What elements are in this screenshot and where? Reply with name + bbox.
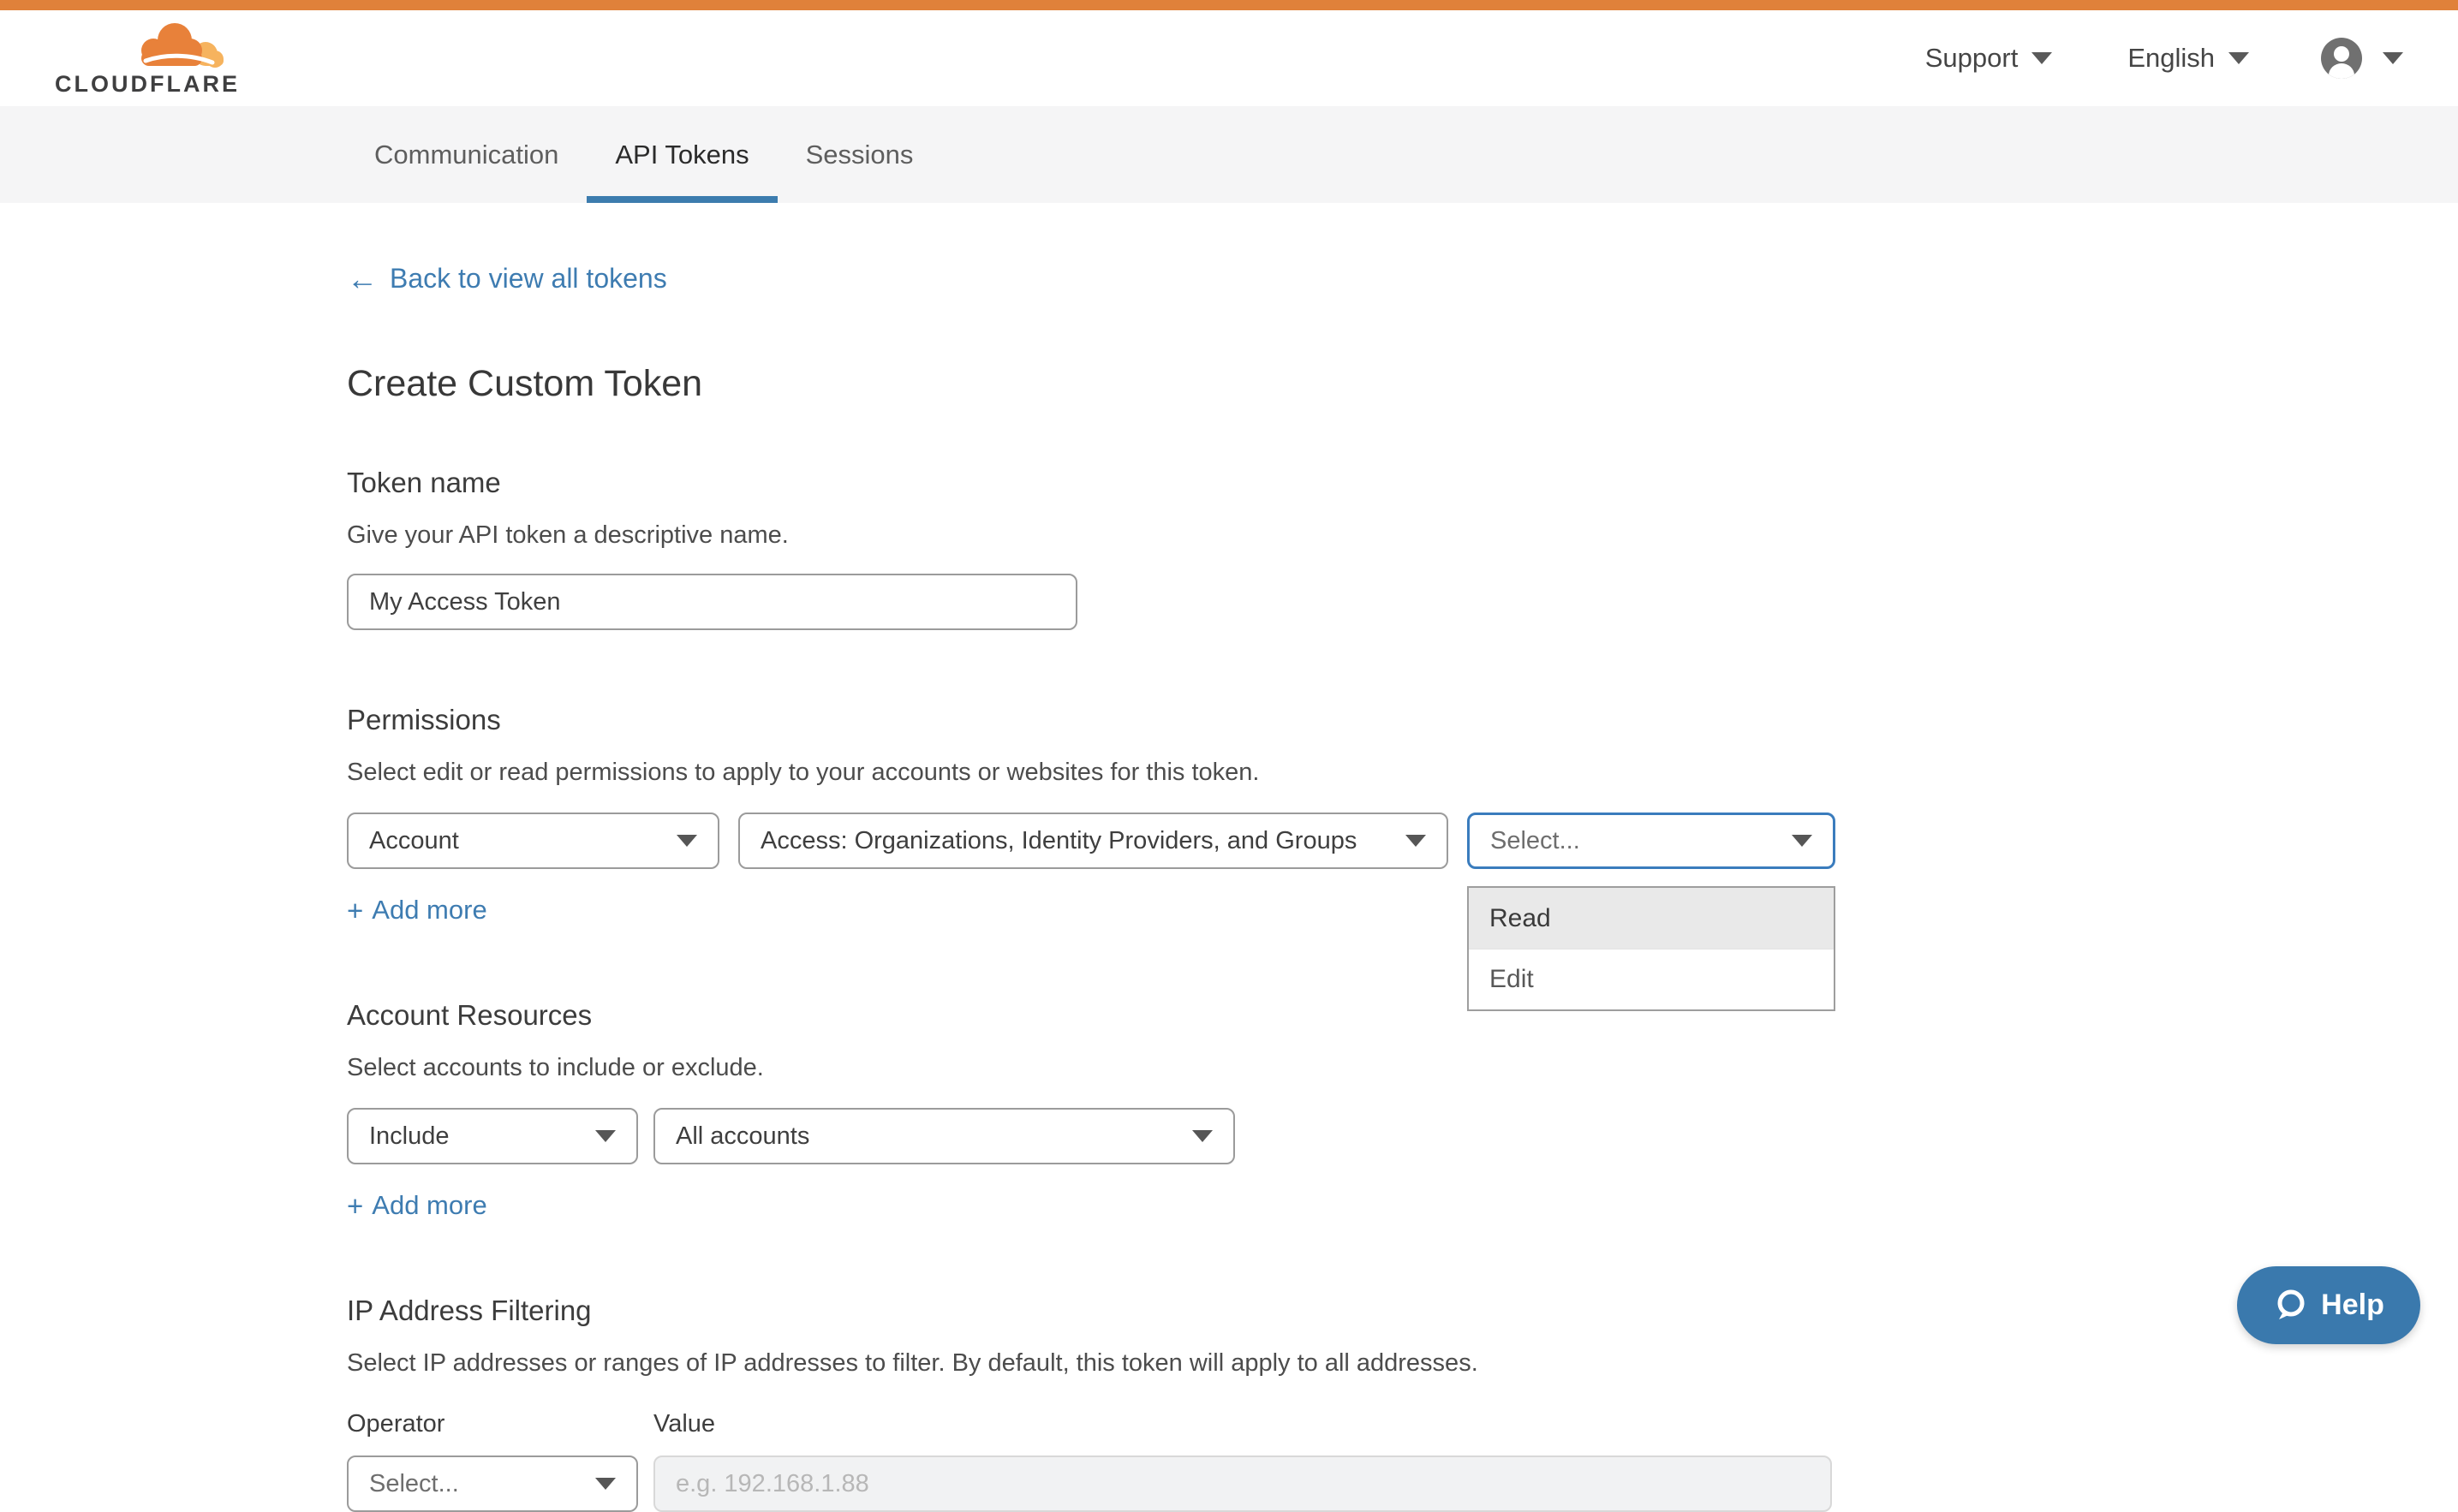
tab-communication[interactable] <box>346 106 587 203</box>
chevron-down-icon <box>2383 52 2403 64</box>
resource-scope-select[interactable] <box>653 1108 1235 1164</box>
ip-value-input[interactable] <box>653 1455 1832 1512</box>
token-name-input[interactable] <box>347 574 1077 630</box>
plus-icon: + <box>347 894 364 926</box>
chevron-down-icon <box>1192 1130 1213 1142</box>
permission-level-wrap <box>1467 813 1835 993</box>
support-menu[interactable] <box>1925 43 2053 74</box>
ip-operator-select[interactable] <box>347 1455 638 1512</box>
back-link-label: Back to view all tokens <box>390 263 667 294</box>
account-resources-description: Select accounts to include or exclude. <box>347 1054 764 1081</box>
dropdown-option-read[interactable] <box>1469 888 1834 949</box>
chevron-down-icon <box>677 835 697 847</box>
chevron-down-icon <box>2228 52 2249 64</box>
value-label: Value <box>653 1410 716 1438</box>
ip-filter-labels <box>347 1410 2458 1438</box>
tab-api-tokens[interactable] <box>587 106 777 203</box>
ip-operator-placeholder: Select... <box>369 1469 459 1497</box>
ip-filtering-heading: IP Address Filtering <box>347 1295 592 1326</box>
ip-filter-controls <box>347 1455 2458 1512</box>
token-name-description: Give your API token a descriptive name. <box>347 521 789 549</box>
resource-scope-value: All accounts <box>676 1122 810 1150</box>
permission-scope-value: Account <box>369 826 459 854</box>
permission-scope-select[interactable] <box>347 813 719 869</box>
page-title: Create Custom Token <box>347 363 703 404</box>
permissions-description: Select edit or read permissions to apply to your accounts or websites for this token. <box>347 759 1260 786</box>
token-name-heading: Token name <box>347 467 501 498</box>
option-label: Edit <box>1489 965 1534 993</box>
profile-tabbar <box>0 106 2458 203</box>
language-menu-label: English <box>2127 43 2215 73</box>
brand-wordmark: CLOUDFLARE <box>55 70 240 97</box>
tab-label: Sessions <box>805 139 914 170</box>
left-arrow-icon: ← <box>347 260 378 296</box>
ip-filtering-description: Select IP addresses or ranges of IP addresses to filter. By default, this token will apply to all addresses. <box>347 1349 1478 1377</box>
add-more-label: Add more <box>372 895 487 925</box>
help-button[interactable] <box>2237 1266 2420 1344</box>
permission-level-dropdown <box>1467 886 1835 1011</box>
permissions-add-more-link[interactable] <box>347 895 487 926</box>
cloudflare-cloud-icon <box>130 21 226 71</box>
account-resources-row <box>347 1108 2458 1164</box>
chevron-down-icon <box>1405 835 1426 847</box>
chevron-down-icon <box>595 1130 616 1142</box>
help-button-label: Help <box>2321 1289 2384 1321</box>
chevron-down-icon <box>1792 835 1812 847</box>
account-resources-heading: Account Resources <box>347 999 593 1031</box>
add-more-label: Add more <box>372 1190 487 1220</box>
dropdown-option-edit[interactable] <box>1469 949 1834 1009</box>
permission-level-placeholder: Select... <box>1490 826 1580 854</box>
cloudflare-logo[interactable] <box>55 21 240 96</box>
header <box>0 10 2458 106</box>
back-to-tokens-link[interactable] <box>347 260 667 296</box>
account-resources-add-more-link[interactable] <box>347 1190 487 1221</box>
chevron-down-icon <box>2031 52 2052 64</box>
operator-label: Operator <box>347 1410 445 1438</box>
chat-bubble-icon <box>2273 1289 2307 1323</box>
resource-mode-value: Include <box>369 1122 450 1150</box>
support-menu-label: Support <box>1924 43 2019 73</box>
tab-label: API Tokens <box>615 139 749 170</box>
main-content <box>0 203 2458 1512</box>
permission-level-select[interactable] <box>1467 813 1835 869</box>
account-menu[interactable] <box>2321 38 2403 79</box>
top-accent-bar <box>0 0 2458 10</box>
option-label: Read <box>1489 903 1551 932</box>
user-avatar-icon <box>2321 38 2362 79</box>
permissions-heading: Permissions <box>347 704 501 735</box>
language-menu[interactable] <box>2127 43 2249 74</box>
tab-label: Communication <box>374 139 559 170</box>
header-nav <box>1925 38 2403 79</box>
plus-icon: + <box>347 1189 364 1222</box>
chevron-down-icon <box>595 1478 616 1490</box>
resource-mode-select[interactable] <box>347 1108 638 1164</box>
tab-sessions[interactable] <box>778 106 942 203</box>
permission-resource-value: Access: Organizations, Identity Providers, and Groups <box>761 826 1357 854</box>
permission-resource-select[interactable] <box>738 813 1448 869</box>
